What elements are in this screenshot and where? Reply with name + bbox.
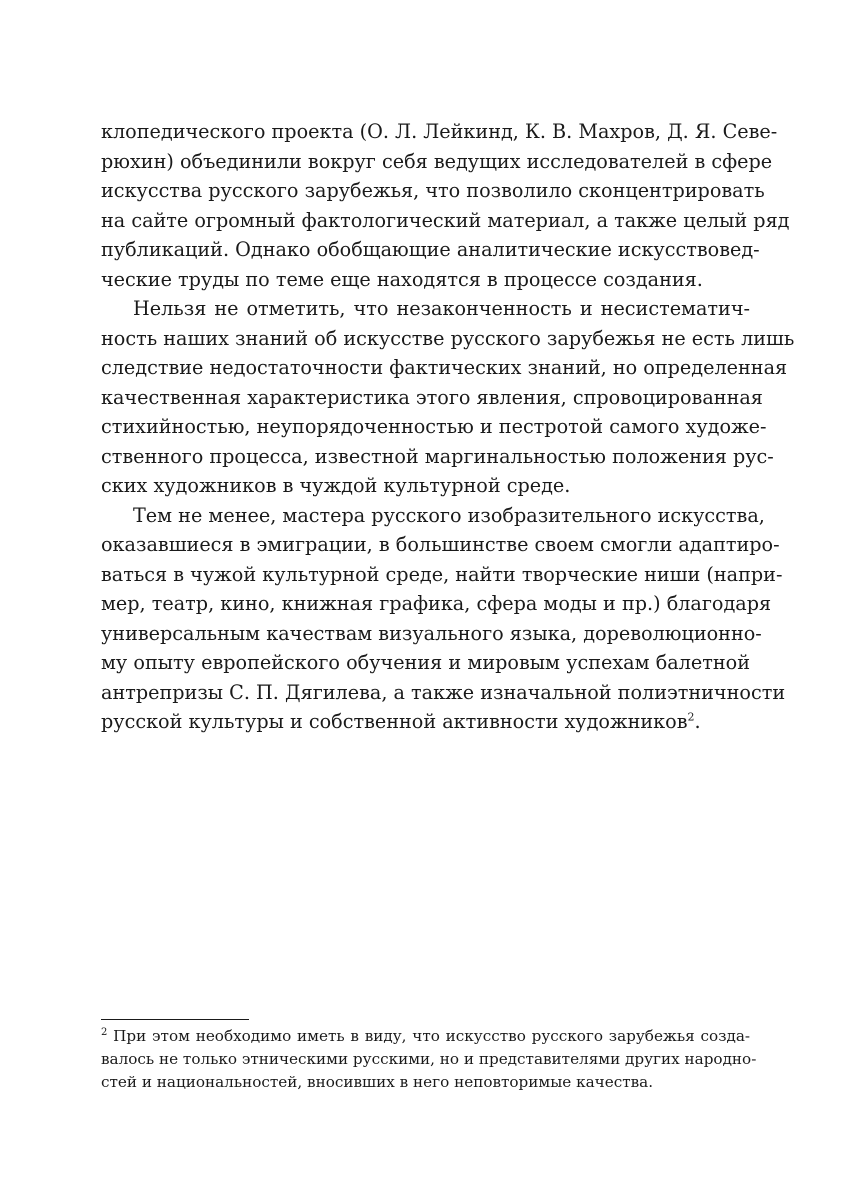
text-line: мер, театр, кино, книжная графика, сфера моды и пр.) благодаря xyxy=(101,592,772,615)
text-line xyxy=(101,707,750,737)
text-line: универсальным качествам визуального языка, дореволюционно- xyxy=(101,621,762,645)
text-line-content: русской культуры и собственной активности художников xyxy=(101,710,688,733)
text-line: стихийностью, неупорядоченностью и пестротой самого художе- xyxy=(101,415,767,438)
text-line: оказавшиеся в эмиграции, в большинстве своем смогли адаптиро- xyxy=(101,533,780,556)
text-line: качественная характеристика этого явления, спровоцированная xyxy=(101,385,763,409)
text-line: рюхин) объединили вокруг себя ведущих исследователей в сфере xyxy=(101,149,773,173)
footnote xyxy=(101,1025,757,1094)
text-line: искусства русского зарубежья, что позволило сконцентрировать xyxy=(101,179,765,202)
footnote-line xyxy=(101,1025,750,1048)
footnote-line: стей и национальностей, вносивших в него неповторимые качества. xyxy=(101,1073,654,1091)
paragraph-2 xyxy=(101,294,795,501)
paragraph-1 xyxy=(101,117,790,294)
paragraph-3 xyxy=(101,501,786,737)
text-line: ваться в чужой культурной среде, найти творческие ниши (напри- xyxy=(101,562,783,586)
text-line: му опыту европейского обучения и мировым успехам балетной xyxy=(101,651,750,674)
text-line: на сайте огромный фактологический материал, а также целый ряд xyxy=(101,208,790,232)
text-line: следствие недостаточности фактических знаний, но определенная xyxy=(101,356,788,379)
footnote-mark: 2 xyxy=(101,1026,108,1038)
text-line: публикаций. Однако обобщающие аналитические искусствовед- xyxy=(101,238,760,261)
text-line: Тем не менее, мастера русского изобразительного искусства, xyxy=(133,503,765,527)
main-text xyxy=(101,117,795,737)
text-line: клопедического проекта (О. Л. Лейкинд, К. В. Махров, Д. Я. Севе- xyxy=(101,120,778,143)
text-line: Нельзя не отметить, что незаконченность и несистематич- xyxy=(133,297,750,320)
end-punctuation: . xyxy=(694,710,701,733)
footnote-reference[interactable]: 2 xyxy=(687,710,695,724)
footnote-separator xyxy=(101,1019,249,1020)
text-line: антрепризы С. П. Дягилева, а также изначальной полиэтничности xyxy=(101,680,786,704)
footnote-line-text: При этом необходимо иметь в виду, что искусство русского зарубежья созда- xyxy=(113,1027,751,1045)
text-line: ческие труды по теме еще находятся в процессе создания. xyxy=(101,267,703,291)
text-line: ских художников в чуждой культурной среде. xyxy=(101,474,571,497)
text-line: ность наших знаний об искусстве русского зарубежья не есть лишь xyxy=(101,326,795,350)
text-line: ственного процесса, известной маргинальностью положения рус- xyxy=(101,444,774,468)
footnote-line: валось не только этническими русскими, но и представителями других народно- xyxy=(101,1050,757,1068)
